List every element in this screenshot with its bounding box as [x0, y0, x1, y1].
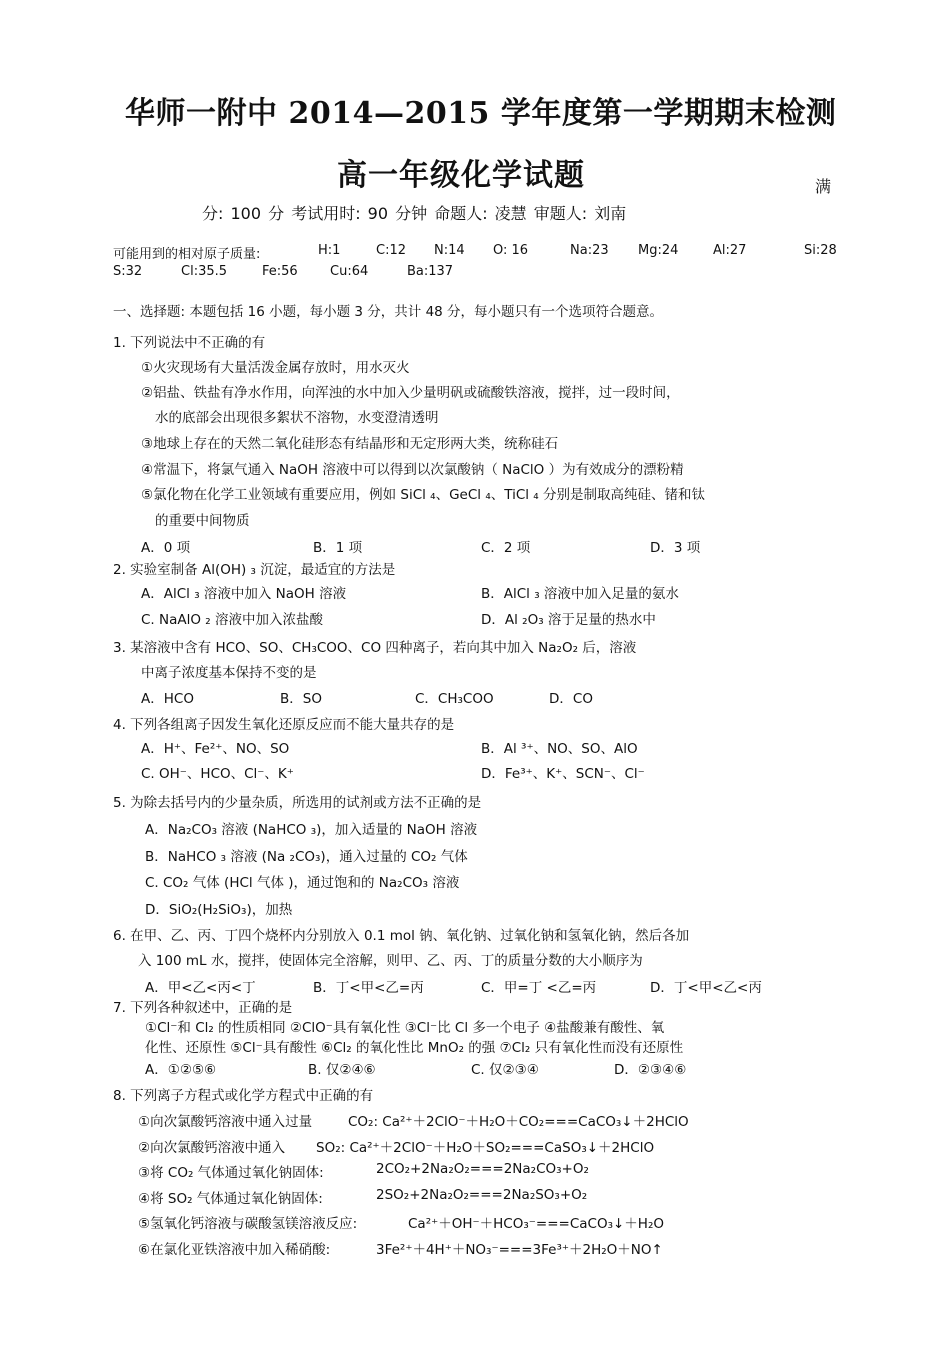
question-stem-cont: 入 100 mL 水，搅拌，使固体完全溶解，则甲、乙、丙、丁的质量分数的大小顺序为 — [138, 953, 643, 969]
option-a: A．0 项 — [141, 540, 191, 556]
atomic-mass-item: Ba:137 — [407, 264, 454, 279]
section-heading: 一、选择题: 本题包括 16 小题，每小题 3 分，共计 48 分，每小题只有一个选项符合题意。 — [113, 304, 664, 320]
atomic-mass-item: Fe:56 — [262, 264, 298, 279]
question-stem: 3. 某溶液中含有 HCO、SO、CH₃COO、CO 四种离子，若向其中加入 Na₂O₂ 后，溶液 — [113, 640, 637, 656]
option-d: D．3 项 — [650, 540, 701, 556]
option-c: C．CH₃COO — [415, 691, 494, 707]
question-stem: 8. 下列离子方程式或化学方程式中正确的有 — [113, 1088, 374, 1104]
equation-label: ④将 SO₂ 气体通过氧化钠固体: — [138, 1191, 323, 1207]
header-fragment: 满 — [815, 177, 832, 196]
exam-meta: 分: 100 分 考试用时: 90 分钟 命题人: 凌慧 审题人: 刘南 — [202, 204, 627, 223]
atomic-mass-item: Si:28 — [804, 243, 837, 258]
atomic-mass-item: C:12 — [376, 243, 406, 258]
atomic-mass-item: S:32 — [113, 264, 143, 279]
statement: ①火灾现场有大量活泼金属存放时，用水灭火 — [141, 360, 410, 376]
question-stem: 7. 下列各种叙述中，正确的是 — [113, 1000, 293, 1016]
statement: 的重要中间物质 — [155, 513, 250, 529]
option-c: C. CO₂ 气体 (HCl 气体 )，通过饱和的 Na₂CO₃ 溶液 — [145, 875, 460, 891]
option-d: D．Al ₂O₃ 溶于足量的热水中 — [481, 612, 656, 628]
option-c: C．甲=丁 <乙=丙 — [481, 980, 597, 996]
atomic-mass-label: 可能用到的相对原子质量: — [113, 247, 261, 262]
equation-label: ③将 CO₂ 气体通过氧化钠固体: — [138, 1165, 324, 1181]
statement: 水的底部会出现很多絮状不溶物，水变澄清透明 — [155, 410, 439, 426]
option-c: C. NaAlO ₂ 溶液中加入浓盐酸 — [141, 612, 323, 628]
question-stem: 6. 在甲、乙、丙、丁四个烧杯内分别放入 0.1 mol 钠、氧化钠、过氧化钠和氢氧化钠，然后各加 — [113, 928, 690, 944]
option-b: B．SO — [280, 691, 322, 707]
question-stem: 4. 下列各组离子因发生氧化还原反应而不能大量共存的是 — [113, 717, 455, 733]
equation: SO₂: Ca²⁺＋2ClO⁻＋H₂O＋SO₂===CaSO₃↓＋2HClO — [316, 1140, 655, 1156]
equation: 2SO₂+2Na₂O₂===2Na₂SO₃+O₂ — [376, 1187, 588, 1203]
option-b: B．丁<甲<乙=丙 — [313, 980, 424, 996]
option-b: B．NaHCO ₃ 溶液 (Na ₂CO₃)，通入过量的 CO₂ 气体 — [145, 849, 468, 865]
exam-title: 华师一附中 2014—2015 学年度第一学期期末检测 — [125, 96, 837, 131]
equation-label: ①向次氯酸钙溶液中通入过量 — [138, 1114, 313, 1130]
option-b: B. 仅②④⑥ — [308, 1062, 376, 1078]
option-d: D．Fe³⁺、K⁺、SCN⁻、Cl⁻ — [481, 766, 645, 782]
option-d: D．丁<甲<乙<丙 — [650, 980, 762, 996]
equation: 3Fe²⁺＋4H⁺＋NO₃⁻===3Fe³⁺＋2H₂O＋NO↑ — [376, 1242, 663, 1258]
option-a: A．①②⑤⑥ — [145, 1062, 217, 1078]
equation: Ca²⁺＋OH⁻＋HCO₃⁻===CaCO₃↓＋H₂O — [408, 1216, 664, 1232]
option-a: A．H⁺、Fe²⁺、NO、SO — [141, 741, 290, 757]
statement: ④常温下，将氯气通入 NaOH 溶液中可以得到以次氯酸钠（ NaClO ）为有效成分的漂粉精 — [141, 462, 684, 478]
atomic-mass-item: Cu:64 — [330, 264, 369, 279]
option-d: D．CO — [549, 691, 593, 707]
equation: 2CO₂+2Na₂O₂===2Na₂CO₃+O₂ — [376, 1161, 589, 1177]
statement: ②铝盐、铁盐有净水作用，向浑浊的水中加入少量明矾或硫酸铁溶液，搅拌，过一段时间， — [141, 385, 680, 401]
atomic-mass-item: Na:23 — [570, 243, 609, 258]
option-b: B．Al ³⁺、NO、SO、AlO — [481, 741, 638, 757]
statement: ⑤氯化物在化学工业领域有重要应用，例如 SiCl ₄、GeCl ₄、TiCl ₄ 分别是制取高纯硅、锗和钛 — [141, 487, 705, 503]
atomic-mass-item: H:1 — [318, 243, 341, 258]
option-a: A．甲<乙<丙<丁 — [145, 980, 256, 996]
statement: ①Cl⁻和 Cl₂ 的性质相同 ②ClO⁻具有氧化性 ③Cl⁻比 Cl 多一个电子 ④盐酸兼有酸性、氧 — [145, 1020, 665, 1036]
option-b: B．1 项 — [313, 540, 363, 556]
question-stem-cont: 中离子浓度基本保持不变的是 — [141, 665, 317, 681]
question-stem: 2. 实验室制备 Al(OH) ₃ 沉淀，最适宜的方法是 — [113, 562, 396, 578]
question-stem: 5. 为除去括号内的少量杂质，所选用的试剂或方法不正确的是 — [113, 795, 482, 811]
statement: ③地球上存在的天然二氧化硅形态有结晶形和无定形两大类，统称硅石 — [141, 436, 559, 452]
atomic-mass-item: Cl:35.5 — [181, 264, 228, 279]
atomic-mass-item: Al:27 — [713, 243, 747, 258]
option-c: C．2 项 — [481, 540, 531, 556]
equation: CO₂: Ca²⁺＋2ClO⁻＋H₂O＋CO₂===CaCO₃↓＋2HClO — [348, 1114, 689, 1130]
option-c: C. OH⁻、HCO、Cl⁻、K⁺ — [141, 766, 294, 782]
equation-label: ⑥在氯化亚铁溶液中加入稀硝酸: — [138, 1242, 331, 1258]
option-d: D．SiO₂(H₂SiO₃)，加热 — [145, 902, 293, 918]
atomic-mass-item: O: 16 — [493, 243, 529, 258]
equation-label: ⑤氢氧化钙溶液与碳酸氢镁溶液反应: — [138, 1216, 358, 1232]
atomic-mass-item: Mg:24 — [638, 243, 679, 258]
option-a: A．AlCl ₃ 溶液中加入 NaOH 溶液 — [141, 586, 347, 602]
option-b: B．AlCl ₃ 溶液中加入足量的氨水 — [481, 586, 679, 602]
atomic-mass-item: N:14 — [434, 243, 465, 258]
option-c: C. 仅②③④ — [471, 1062, 539, 1078]
question-stem: 1. 下列说法中不正确的有 — [113, 335, 266, 351]
option-a: A．Na₂CO₃ 溶液 (NaHCO ₃)，加入适量的 NaOH 溶液 — [145, 822, 478, 838]
equation-label: ②向次氯酸钙溶液中通入 — [138, 1140, 286, 1156]
statement: 化性、还原性 ⑤Cl⁻具有酸性 ⑥Cl₂ 的氧化性比 MnO₂ 的强 ⑦Cl₂ 只有氧化性而没有还原性 — [145, 1040, 684, 1056]
option-a: A．HCO — [141, 691, 194, 707]
option-d: D．②③④⑥ — [614, 1062, 687, 1078]
exam-subtitle: 高一年级化学试题 — [337, 158, 585, 193]
